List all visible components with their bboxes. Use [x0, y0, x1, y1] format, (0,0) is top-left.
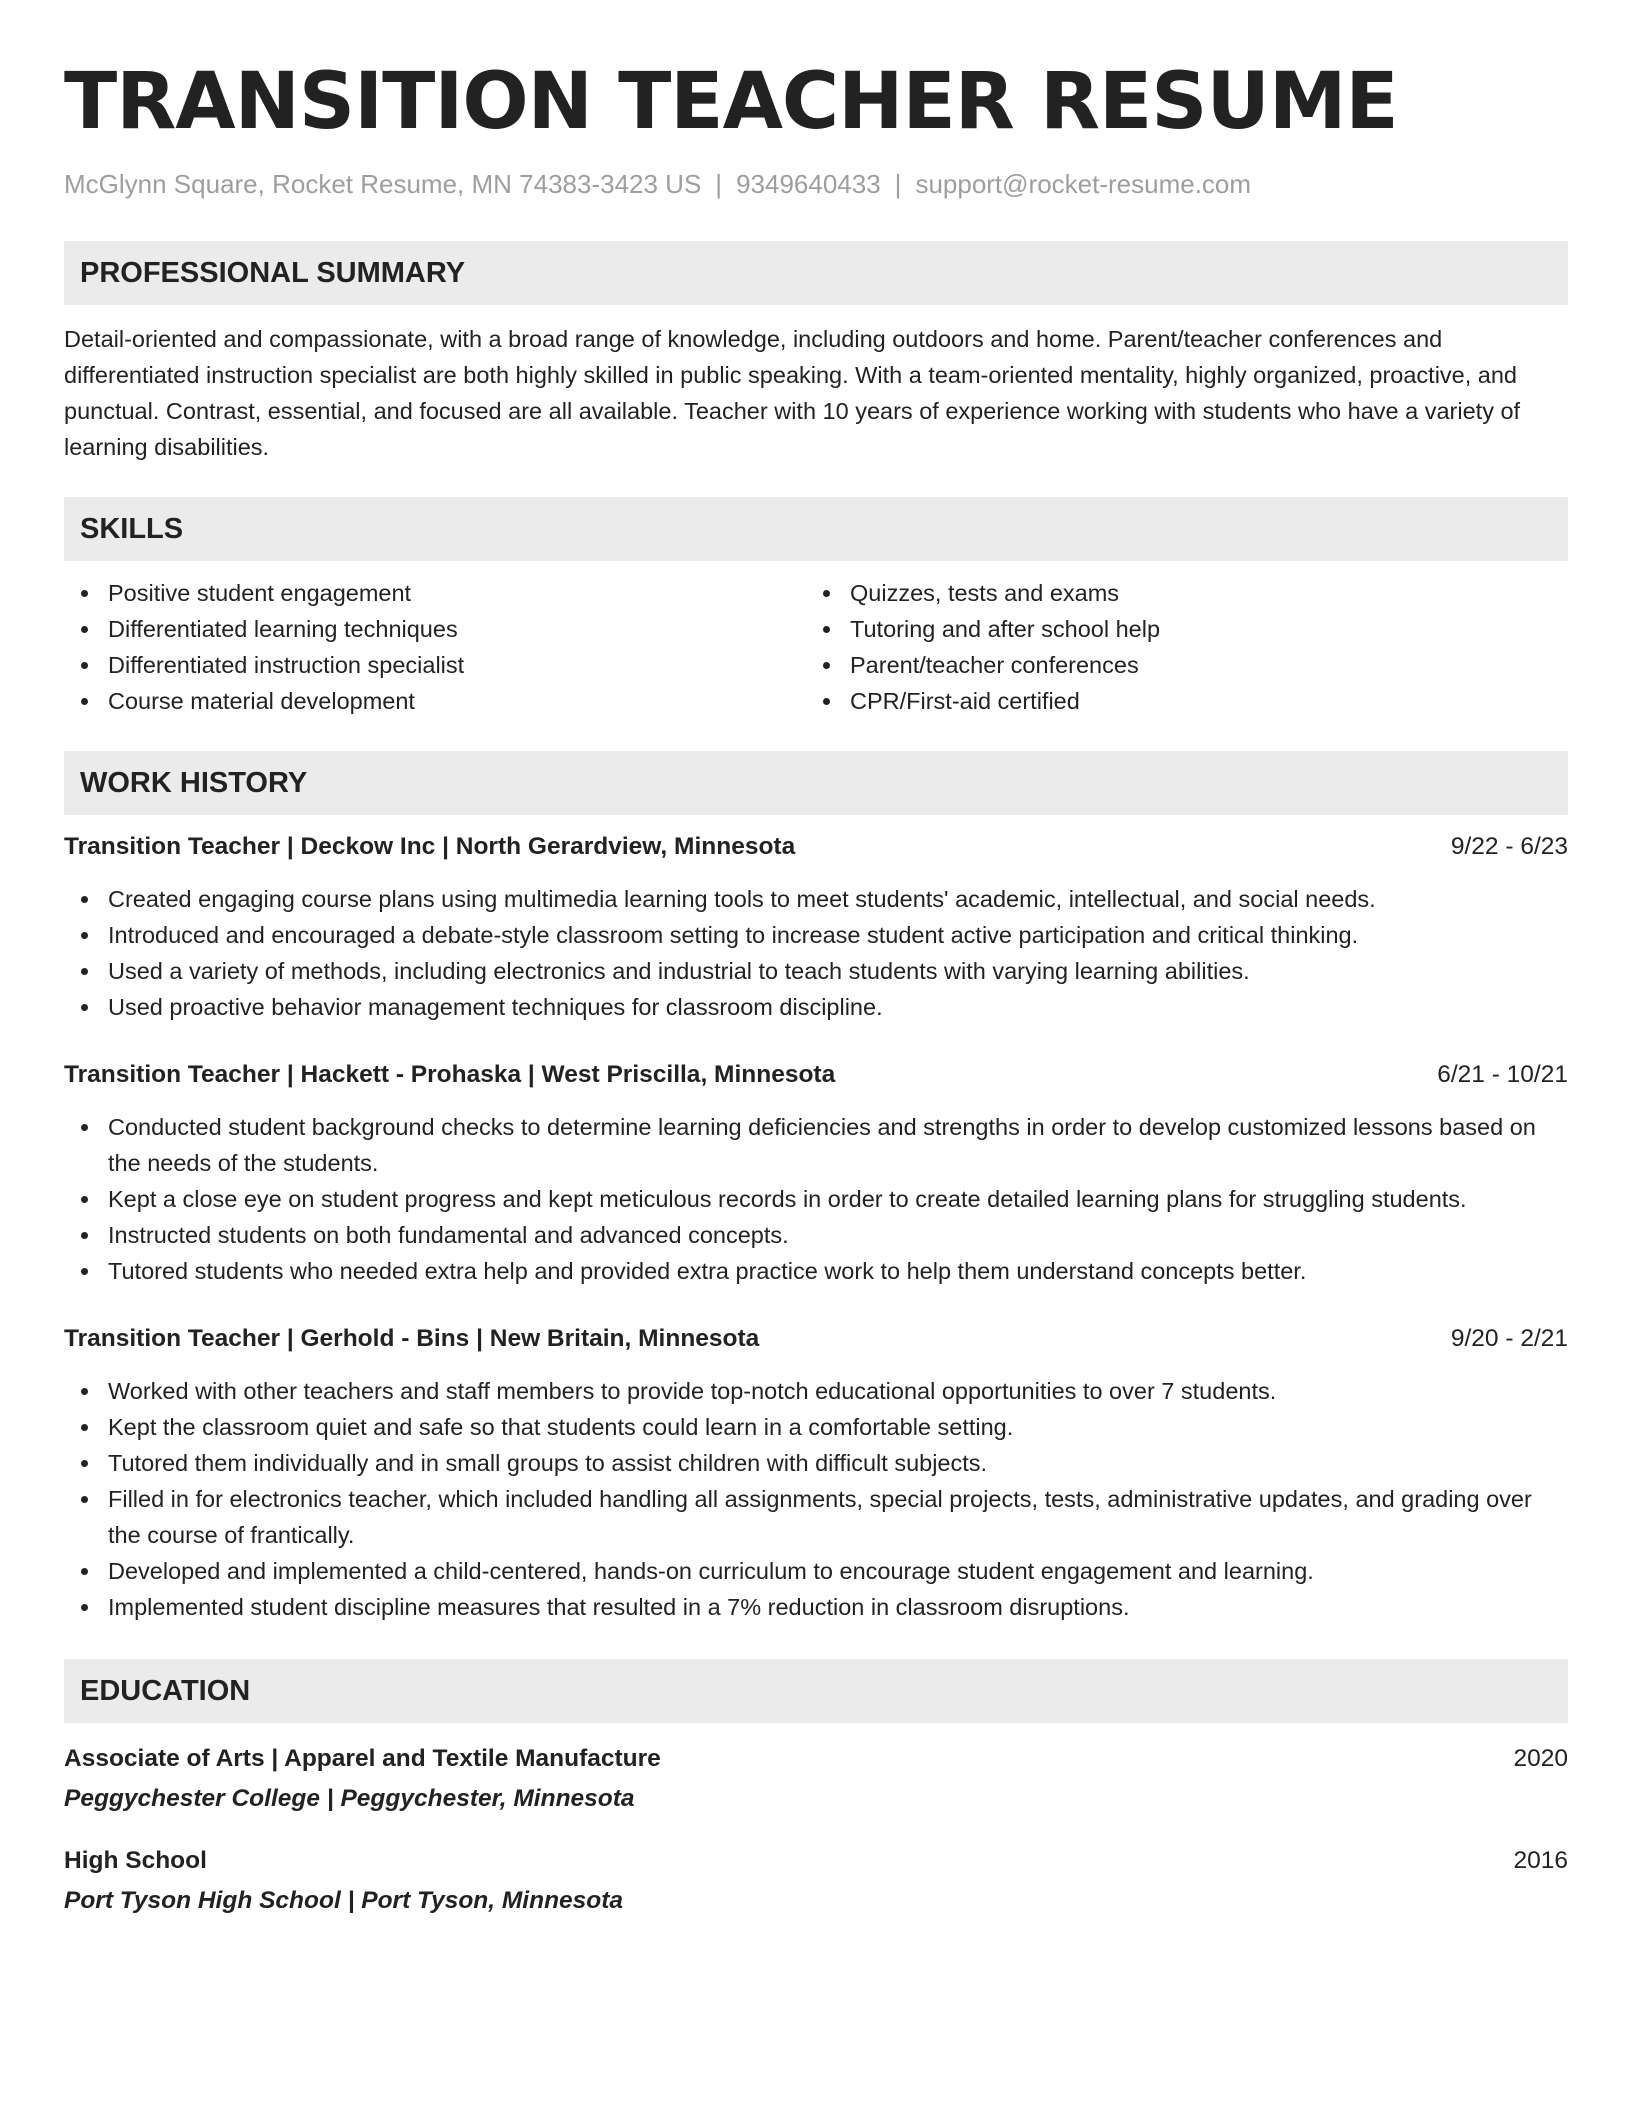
job-duty: Kept the classroom quiet and safe so that students could learn in a comfortable setting. [108, 1409, 1568, 1445]
education-degree: Associate of Arts | Apparel and Textile Manufacture [64, 1745, 661, 1772]
job-duty: Kept a close eye on student progress and kept meticulous records in order to create detailed learning plans for struggling students. [108, 1181, 1568, 1217]
skill-item: Parent/teacher conferences [850, 647, 1548, 683]
skill-item: CPR/First-aid certified [850, 683, 1548, 719]
skill-item: Tutoring and after school help [850, 611, 1548, 647]
section-header-skills: SKILLS [64, 497, 1568, 561]
skill-item: Differentiated instruction specialist [108, 647, 806, 683]
job-duty: Developed and implemented a child-centered, hands-on curriculum to encourage student engagement and learning. [108, 1553, 1568, 1589]
resume-page [64, 52, 1568, 1919]
job-entry [64, 1057, 1568, 1289]
section-header-summary: PROFESSIONAL SUMMARY [64, 241, 1568, 305]
section-header-education: EDUCATION [64, 1659, 1568, 1723]
skills-column-right [806, 575, 1548, 719]
job-duty: Introduced and encouraged a debate-style classroom setting to increase student active participation and critical thinking. [108, 917, 1568, 953]
contact-line [64, 166, 1568, 202]
job-title: Transition Teacher | Deckow Inc | North Gerardview, Minnesota [64, 833, 796, 860]
job-duty: Conducted student background checks to determine learning deficiencies and strengths in order to develop customized lessons based on the needs of the students. [108, 1109, 1568, 1181]
education-school: Peggychester College | Peggychester, Minnesota [64, 1785, 635, 1812]
education-entry [64, 1843, 1568, 1919]
contact-email: support@rocket-resume.com [915, 169, 1252, 199]
job-title: Transition Teacher | Hackett - Prohaska | West Priscilla, Minnesota [64, 1061, 836, 1088]
job-duty: Implemented student discipline measures that resulted in a 7% reduction in classroom disruptions. [108, 1589, 1568, 1625]
skills-column-left [64, 575, 806, 719]
job-duty: Tutored them individually and in small groups to assist children with difficult subjects. [108, 1445, 1568, 1481]
skill-item: Differentiated learning techniques [108, 611, 806, 647]
job-duties [64, 1109, 1568, 1289]
contact-separator: | [894, 169, 902, 199]
skill-item: Course material development [108, 683, 806, 719]
job-date: 6/21 - 10/21 [1437, 1061, 1568, 1088]
job-duty: Worked with other teachers and staff members to provide top-notch educational opportunities to over 7 students. [108, 1373, 1568, 1409]
contact-address: McGlynn Square, Rocket Resume, MN 74383-3423 US [64, 169, 702, 199]
job-duties [64, 1373, 1568, 1625]
education-year: 2016 [1513, 1847, 1568, 1874]
section-header-work-history: WORK HISTORY [64, 751, 1568, 815]
summary-text: Detail-oriented and compassionate, with a broad range of knowledge, including outdoors and home. Parent/teacher conferences and differentiated instruction specialist are both highly skilled in public speaking. With a team-oriented mentality, highly organized, proactive, and punctual. Contrast, essential, and focused are all available. Teacher with 10 years of experience working with students who have a variety of learning disabilities. [64, 326, 1521, 460]
job-duty: Instructed students on both fundamental and advanced concepts. [108, 1217, 1568, 1253]
job-date: 9/20 - 2/21 [1450, 1325, 1568, 1352]
job-duty: Used a variety of methods, including electronics and industrial to teach students with varying learning abilities. [108, 953, 1568, 989]
job-duty: Tutored students who needed extra help and provided extra practice work to help them understand concepts better. [108, 1253, 1568, 1289]
job-title: Transition Teacher | Gerhold - Bins | New Britain, Minnesota [64, 1325, 760, 1352]
job-duties [64, 881, 1568, 1025]
education-entry [64, 1741, 1568, 1817]
job-entry [64, 1321, 1568, 1625]
contact-phone: 9349640433 [736, 169, 881, 199]
skill-item: Positive student engagement [108, 575, 806, 611]
job-duty: Created engaging course plans using multimedia learning tools to meet students' academic, intellectual, and social needs. [108, 881, 1568, 917]
resume-title: TRANSITION TEACHER RESUME [64, 57, 1398, 147]
contact-separator: | [715, 169, 723, 199]
job-duty: Filled in for electronics teacher, which included handling all assignments, special projects, tests, administrative updates, and grading over the course of frantically. [108, 1481, 1568, 1553]
job-date: 9/22 - 6/23 [1450, 833, 1568, 860]
education-year: 2020 [1513, 1745, 1568, 1772]
job-entry [64, 829, 1568, 1025]
job-duty: Used proactive behavior management techniques for classroom discipline. [108, 989, 1568, 1025]
skills-list [64, 575, 1568, 719]
skill-item: Quizzes, tests and exams [850, 575, 1548, 611]
education-degree: High School [64, 1847, 207, 1874]
education-school: Port Tyson High School | Port Tyson, Minnesota [64, 1887, 624, 1914]
